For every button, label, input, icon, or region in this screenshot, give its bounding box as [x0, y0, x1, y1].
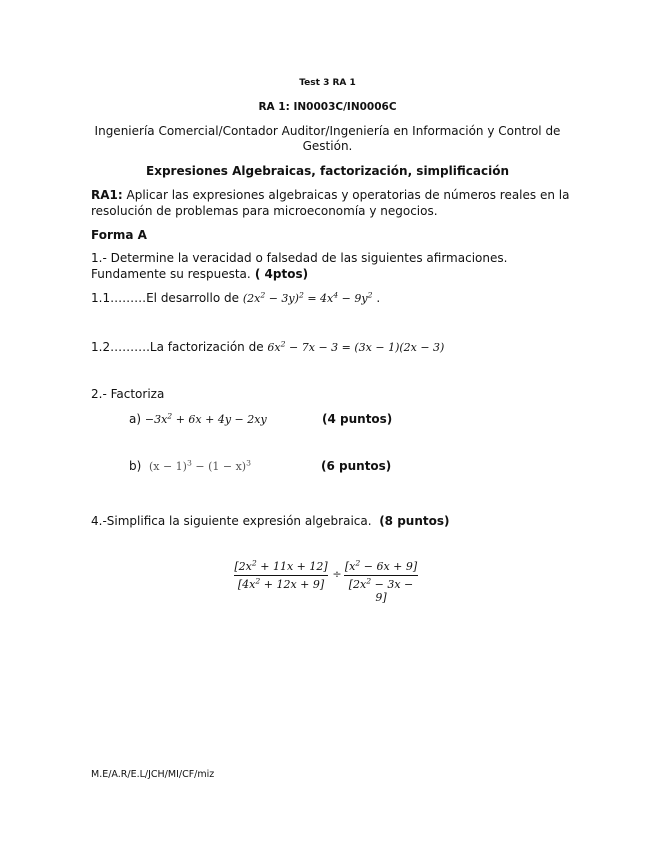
q1-item-2-prefix: 1.2……….La factorización de	[91, 340, 264, 354]
test-title: Test 3 RA 1	[299, 78, 356, 88]
form-label: Forma A	[91, 228, 147, 242]
q1-item-1-expression: $(2x^2 - 3y)^2 = 4x^4 - 9y^2$	[242, 290, 373, 305]
q2-item-b	[129, 458, 251, 475]
q2-title: 2.- Factoriza	[91, 387, 165, 401]
q1-item-1-prefix: 1.1………El desarrollo de	[91, 291, 239, 305]
objective-line-2: resolución de problemas para microeconomía y negocios.	[91, 204, 438, 218]
q4-fraction-bar-1	[234, 575, 328, 576]
q4-prompt: 4.-Simplifica la siguiente expresión algebraica.	[91, 514, 372, 528]
q1-points: ( 4ptos)	[250, 267, 309, 281]
objective-line-1	[91, 187, 569, 203]
q2-a-points: (4 puntos)	[322, 412, 393, 426]
q1-item-2-expression: $6x^2 - 7x - 3 = (3x - 1)(2x - 3)$	[267, 339, 445, 354]
q2-item-a	[129, 411, 267, 428]
q4-fraction-bar-2	[344, 575, 418, 576]
objective-label: RA1:	[91, 188, 123, 202]
programs-line: Ingeniería Comercial/Contador Auditor/Ingeniería en Información y Control de Gestión.	[94, 124, 561, 153]
q1-prompt-line-1: 1.- Determine la veracidad o falsedad de las siguientes afirmaciones.	[91, 251, 508, 265]
q1-prompt-line-2	[91, 266, 308, 282]
q4-prompt-line	[91, 513, 449, 529]
q4-numerator-1: $[2x^2 + 11x + 12]$	[234, 558, 328, 573]
q2-a-expression: $-3x^2 + 6x + 4y - 2xy$	[144, 411, 267, 426]
q2-b-expression: $(x - 1)^3 - (1 - x)^3$	[148, 458, 251, 473]
course-code: RA 1: IN0003C/IN0006C	[258, 101, 397, 113]
footer-initials: M.E/A.R/E.L/JCH/MI/CF/miz	[91, 769, 215, 780]
q1-prompt-text-2: Fundamente su respuesta.	[91, 267, 251, 281]
q1-item-1: 1.1………El desarrollo de $(2x^2 - 3y)^2 = 4x^4 - 9y^2$ .	[91, 290, 381, 305]
q4-expression	[232, 558, 432, 604]
q4-divide-sign: ÷	[332, 568, 342, 581]
q2-a-label: a)	[129, 412, 142, 426]
objective-text-1: Aplicar las expresiones algebraicas y operatorias de números reales en la	[122, 188, 570, 202]
q4-denominator-1: $[4x^2 + 12x + 9]$	[237, 576, 325, 591]
q1-item-2	[91, 339, 444, 356]
q4-numerator-2: $[x^2 - 6x + 9]$	[344, 558, 418, 573]
topic-title: Expresiones Algebraicas, factorización, simplificación	[146, 164, 509, 178]
q4-denominator-2: $[2x^2 - 3x - 9]$	[348, 576, 414, 604]
q4-points: (8 puntos)	[379, 514, 450, 528]
q2-b-points: (6 puntos)	[321, 459, 392, 473]
q2-b-label: b)	[129, 459, 142, 473]
